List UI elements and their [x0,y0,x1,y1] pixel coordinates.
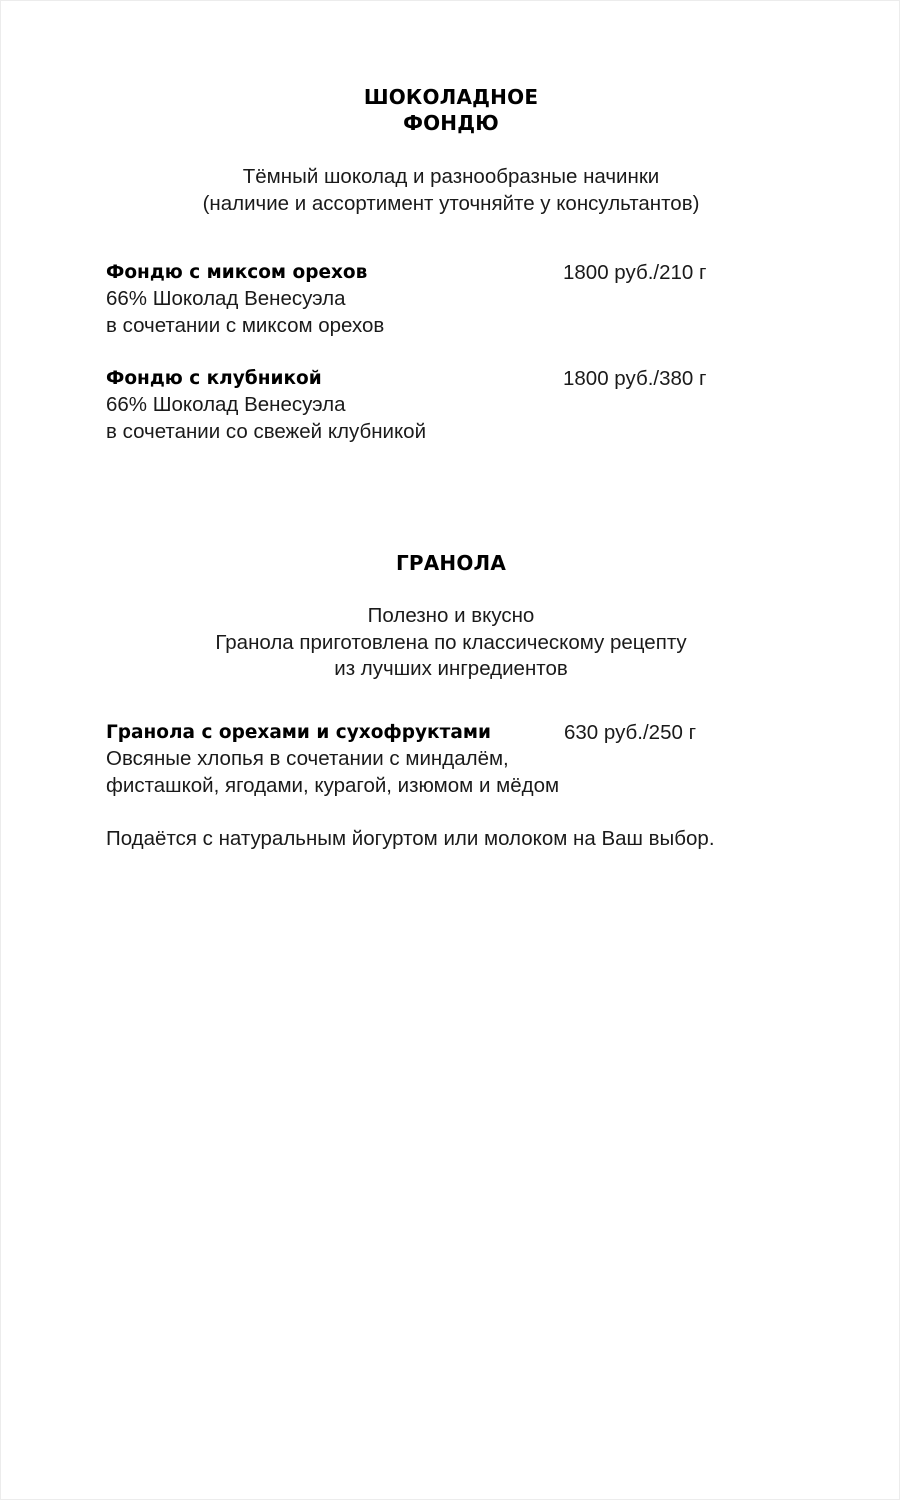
item-description-line: фисташкой, ягодами, курагой, изюмом и мёдом [106,773,560,797]
granola-intro-line-2: Гранола приготовлена по классическому рецепту [215,630,687,654]
item-name: Фондю с клубникой [106,368,322,389]
fondue-intro [1,164,900,217]
granola-intro-line-3: из лучших ингредиентов [334,657,568,680]
item-name: Фондю с миксом орехов [106,262,368,283]
item-description-line: в сочетании со свежей клубникой [106,419,427,443]
menu-item-fondue-nuts [106,260,746,339]
fondue-section-title [1,84,900,136]
fondue-title-line-1: ШОКОЛАДНОЕ [363,85,539,109]
fondue-intro-line-2: (наличие и ассортимент уточняйте у консультантов) [202,191,700,215]
granola-intro [1,603,900,683]
item-price: 1800 руб./380 г [563,367,707,390]
item-price: 1800 руб./210 г [563,261,707,284]
menu-item-granola [106,720,746,799]
fondue-title-line-2: ФОНДЮ [403,111,499,135]
item-description [106,392,746,445]
granola-section-title: ГРАНОЛА [395,551,507,575]
item-name: Гранола с орехами и сухофруктами [106,722,491,743]
menu-item-fondue-strawberry [106,366,746,445]
item-description-line: в сочетании с миксом орехов [106,313,385,337]
granola-intro-line-1: Полезно и вкусно [367,604,535,627]
item-description-line: 66% Шоколад Венесуэла [106,393,346,416]
item-price: 630 руб./250 г [564,721,697,744]
granola-serving-note: Подаётся с натуральным йогуртом или молоком на Ваш выбор. [106,827,715,850]
item-description [106,746,746,799]
item-description-line: Овсяные хлопья в сочетании с миндалём, [106,747,509,770]
item-description [106,286,746,339]
item-description-line: 66% Шоколад Венесуэла [106,287,346,310]
fondue-intro-line-1: Тёмный шоколад и разнообразные начинки [242,165,660,188]
